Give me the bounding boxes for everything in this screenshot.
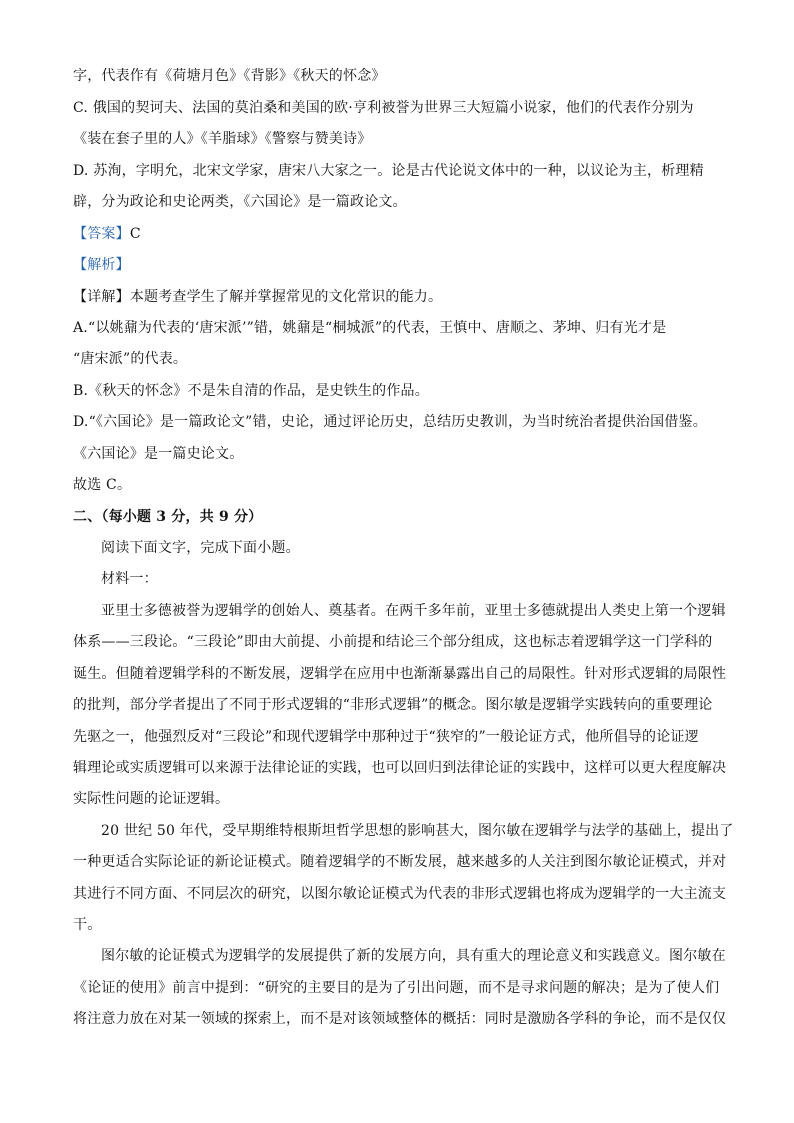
instruction-line: 阅读下面文字，完成下面小题。 bbox=[101, 540, 300, 556]
note-d-line: 《六国论》是一篇史论文。 bbox=[73, 446, 244, 462]
paragraph-line: 图尔敏的论证模式为逻辑学的发展提供了新的发展方向，具有重大的理论意义和实践意义。图尔敏在 bbox=[101, 948, 726, 964]
note-d-line: D.“《六国论》是一篇政论文”错，史论，通过评论历史，总结历史教训，为当时统治者提供治国借鉴。 bbox=[73, 414, 707, 430]
paragraph-line: 辑理论或实质逻辑可以来源于法律论证的实践，也可以回归到法律论证的实践中，这样可以更大程度解决 bbox=[73, 760, 727, 776]
paragraph-line: 《论证的使用》前言中提到：“研究的主要目的是为了引出问题，而不是寻求问题的解决；是为了使人们 bbox=[73, 980, 720, 996]
paragraph-line: 20 世纪 50 年代，受早期维特根斯坦哲学思想的影响甚大，图尔敏在逻辑学与法学的基础上，提出了 bbox=[101, 823, 734, 839]
detail-text: 本题考查学生了解并掌握常见的文化常识的能力。 bbox=[129, 289, 443, 305]
section-heading: 二、（每小题 3 分，共 9 分） bbox=[73, 509, 263, 525]
detail-label: 【详解】 bbox=[73, 289, 130, 305]
detail-row bbox=[73, 287, 723, 307]
paragraph-line: 实际性问题的论证逻辑。 bbox=[73, 791, 230, 807]
choice-line: 故选 C。 bbox=[73, 477, 132, 493]
paragraph-line: 亚里士多德被誉为逻辑学的创始人、奠基者。在两千多年前，亚里士多德就提出人类史上第一个逻辑 bbox=[101, 603, 726, 619]
paragraph-line: 的批判，部分学者提出了不同于形式逻辑的“非形式逻辑”的概念。图尔敏是逻辑学实践转向的重要理论 bbox=[73, 697, 713, 713]
note-a-line: “唐宋派”的代表。 bbox=[73, 351, 188, 367]
note-a-line: A.“以姚鼐为代表的‘唐宋派’”错，姚鼐是“桐城派”的代表，王慎中、唐顺之、茅坤、归有光才是 bbox=[73, 320, 667, 336]
material-label: 材料一： bbox=[101, 571, 158, 587]
paragraph-line: 诞生。但随着逻辑学科的不断发展，逻辑学在应用中也渐渐暴露出自己的局限性。针对形式逻辑的局限性 bbox=[73, 666, 727, 682]
paragraph-line: 干。 bbox=[73, 917, 102, 933]
option-b-tail: 字，代表作有《荷塘月色》《背影》《秋天的怀念》 bbox=[73, 68, 386, 84]
option-d-line: 辟，分为政论和史论两类，《六国论》是一篇政论文。 bbox=[73, 194, 407, 210]
analysis-row bbox=[73, 255, 723, 275]
note-b-line: B.《秋天的怀念》不是朱自清的作品，是史铁生的作品。 bbox=[73, 383, 429, 399]
paragraph-line: 先驱之一，他强烈反对“三段论”和现代逻辑学中那种过于“狭窄的”一般论证方式，他所倡导的论证逻 bbox=[73, 729, 699, 745]
answer-label: 【答案】 bbox=[73, 226, 130, 242]
paragraph-line: 一种更适合实际论证的新论证模式。随着逻辑学的不断发展，越来越多的人关注到图尔敏论证模式，并对 bbox=[73, 854, 727, 870]
analysis-label: 【解析】 bbox=[73, 257, 130, 273]
paragraph-line: 将注意力放在对某一领域的探索上，而不是对该领域整体的概括：同时是激励各学科的争论，而不是仅仅 bbox=[73, 1011, 727, 1027]
option-c-line: C. 俄国的契诃夫、法国的莫泊桑和美国的欧·亨利被誉为世界三大短篇小说家，他们的代表作分别为 bbox=[73, 100, 694, 116]
answer-row bbox=[73, 224, 723, 244]
option-c-line: 《装在套子里的人》《羊脂球》《警察与赞美诗》 bbox=[73, 131, 372, 147]
paragraph-line: 体系——三段论。“三段论”即由大前提、小前提和结论三个部分组成，这也标志着逻辑学这一门学科的 bbox=[73, 634, 713, 650]
paragraph-line: 其进行不同方面、不同层次的研究，以图尔敏论证模式为代表的非形式逻辑也将成为逻辑学的一大主流支 bbox=[73, 886, 727, 902]
answer-value: C bbox=[129, 226, 141, 242]
option-d-line: D. 苏洵，字明允，北宋文学家，唐宋八大家之一。论是古代论说文体中的一种，以议论为主，析理精 bbox=[73, 163, 704, 179]
